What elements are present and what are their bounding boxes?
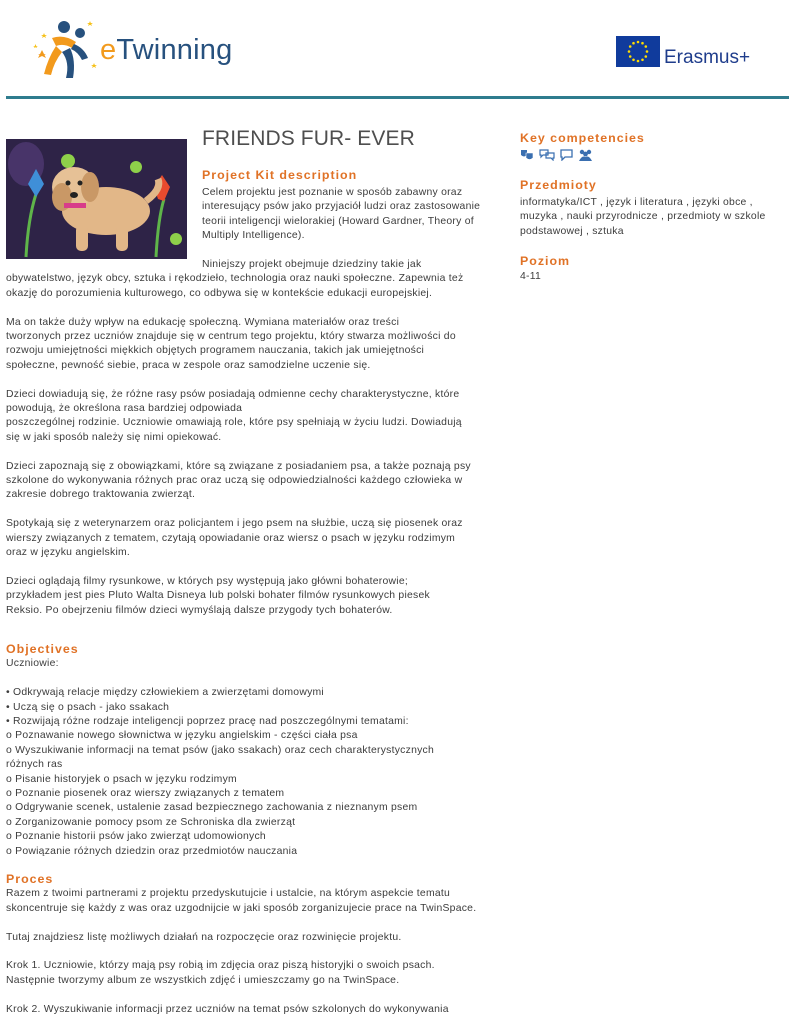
- key-competencies-heading: Key competencies: [520, 131, 645, 145]
- paragraph: Ma on także duży wpływ na edukację społeczną. Wymiana materiałów oraz treści: [6, 316, 400, 328]
- level-value: 4-11: [520, 271, 542, 283]
- objective-item: o Pisanie historyjek o psach w języku rodzimym: [6, 773, 237, 785]
- objective-item: o Zorganizowanie pomocy psom ze Schroniska dla zwierząt: [6, 816, 296, 828]
- objective-item: • Odkrywają relacje między człowiekiem a zwierzętami domowymi: [6, 687, 324, 699]
- people-group-icon: [578, 149, 593, 161]
- paragraph: skoncentruje się każdy z was oraz uzgodnijcie w jaki sposób zorganizujecie prace na TwinSpace.: [6, 902, 477, 914]
- proces-section: [6, 872, 516, 1017]
- objective-item: o Odgrywanie scenek, ustalenie zasad bezpiecznego zachowania z nieznanym psem: [6, 802, 418, 814]
- objective-item: o Poznanie piosenek oraz wierszy związanych z tematem: [6, 788, 285, 800]
- paragraph: Krok 1. Uczniowie, którzy mają psy robią im zdjęcia oraz piszą historyjki o swoich psach.: [6, 960, 435, 972]
- paragraph: Dzieci dowiadują się, że różne rasy psów posiadają odmienne cechy charakterystyczne, które: [6, 388, 460, 400]
- paragraph: Następnie tworzymy album ze wszystkich zdjęć i umieszczamy go na TwinSpace.: [6, 974, 400, 986]
- project-image: [6, 139, 187, 259]
- proces-heading: Proces: [6, 872, 54, 886]
- paragraph: Reksio. Po obejrzeniu filmów dzieci wymyślają dalsze przygody tych bohaterów.: [6, 604, 393, 616]
- page-header: [0, 0, 791, 104]
- objective-item: • Rozwijają różne rodzaje inteligencji poprzez pracę nad poszczególnymi tematami:: [6, 716, 409, 728]
- objective-item: różnych ras: [6, 759, 63, 771]
- objective-item: o Wyszukiwanie informacji na temat psów (jako ssakach) oraz cech charakterystycznych: [6, 744, 435, 756]
- paragraph: tworzonych przez uczniów znajduje się w centrum tego projektu, który stwarza możliwości do: [6, 331, 456, 343]
- speech-bubble-icon: [560, 149, 573, 161]
- objective-item: o Poznawanie nowego słownictwa w języku angielskim - części ciała psa: [6, 730, 358, 742]
- paragraph: Tutaj znajdziesz listę możliwych działań na rozpoczęcie oraz rozwinięcie projektu.: [6, 931, 402, 943]
- level-heading: Poziom: [520, 254, 571, 269]
- paragraph: poszczególnej rodzinie. Uczniowie omawiają role, które psy spełniają w życiu ludzi. Dowiadują: [6, 417, 462, 429]
- paragraph: obywatelstwo, język obcy, sztuka i rękodzieło, technologia oraz nauki społeczne. Zapewnia też: [6, 273, 464, 285]
- sidebar: [520, 131, 790, 285]
- objectives-intro: Uczniowie:: [6, 658, 59, 670]
- paragraph: społeczne, pewność siebie, praca w zespole oraz samodzielne uczenie się.: [6, 359, 371, 371]
- erasmus-wordmark: Erasmus+: [664, 47, 751, 68]
- speech-bubbles-icon: [539, 149, 555, 161]
- etwinning-wordmark: eTwinning: [100, 34, 233, 66]
- subjects-list: informatyka/ICT , język i literatura , języki obce , muzyka , nauki przyrodnicze , przedmioty w szkole podstawowej , sztuka: [520, 196, 766, 237]
- paragraph: rozwoju umiejętności miękkich objętych programem nauczania, takich jak umiejętności: [6, 345, 425, 357]
- subjects-heading: Przedmioty: [520, 178, 597, 193]
- paragraph: Krok 2. Wyszukiwanie informacji przez uczniów na temat psów szkolonych do wykonywania: [6, 1003, 449, 1015]
- eu-flag-icon: [616, 36, 660, 67]
- kit-intro: Celem projektu jest poznanie w sposób zabawny oraz interesujący psów jako przyjaciół ludzi oraz zastosowanie teorii inteligencji wielorakiej (Howard Gardner, Theory of Multiply Intelligence).: [202, 187, 481, 242]
- paragraph: Dzieci zapoznają się z obowiązkami, które są związane z posiadaniem psa, a także poznają psy: [6, 460, 471, 472]
- paragraph: Dzieci oglądają filmy rysunkowe, w których psy występują jako główni bohaterowie;: [6, 575, 408, 587]
- competency-icons: [520, 149, 790, 163]
- page-title: FRIENDS FUR- EVER: [202, 127, 415, 150]
- paragraph: Niniejszy projekt obejmuje dziedziny takie jak: [202, 259, 422, 270]
- paragraph: zakresie dobrego traktowania zwierząt.: [6, 489, 196, 501]
- kit-heading: Project Kit description: [202, 168, 358, 182]
- paragraph: okazję do porozumienia kulturowego, co odbywa się w kontekście edukacji europejskiej.: [6, 287, 433, 299]
- paragraph: powodują, że określona rasa bardziej odpowiada: [6, 403, 243, 415]
- header-divider: [6, 96, 789, 99]
- paragraph: przykładem jest pies Pluto Walta Disneya lub polski bohater filmów rysunkowych piesek: [6, 590, 430, 602]
- objective-item: o Powiązanie różnych dziedzin oraz przedmiotów nauczania: [6, 845, 298, 857]
- etwinning-figures-icon: [26, 18, 100, 84]
- paragraph: się w jaki sposób należy się nimi opiekować.: [6, 431, 222, 443]
- objective-item: • Uczą się o psach - jako ssakach: [6, 701, 170, 713]
- paragraph: szkolone do wykonywania różnych prac oraz uczą się odpowiedzialności każdego człowieka w: [6, 475, 463, 487]
- description-body: [6, 258, 501, 618]
- paragraph: Razem z twoimi partnerami z projektu przedyskutujcie i ustalcie, na którym aspekcie tematu: [6, 888, 451, 900]
- objective-item: o Poznanie historii psów jako zwierząt udomowionych: [6, 831, 266, 843]
- objectives-section: [6, 642, 501, 859]
- paragraph: Spotykają się z weterynarzem oraz policjantem i jego psem na służbie, uczą się piosenek oraz: [6, 518, 463, 530]
- etwinning-logo: [26, 18, 236, 84]
- paragraph: oraz w języku angielskim.: [6, 547, 131, 559]
- theater-masks-icon: [520, 149, 534, 161]
- objectives-heading: Objectives: [6, 642, 79, 656]
- paragraph: wierszy związanych z tematem, czytają opowiadanie oraz wiersz o psach w języku rodzimym: [6, 532, 456, 544]
